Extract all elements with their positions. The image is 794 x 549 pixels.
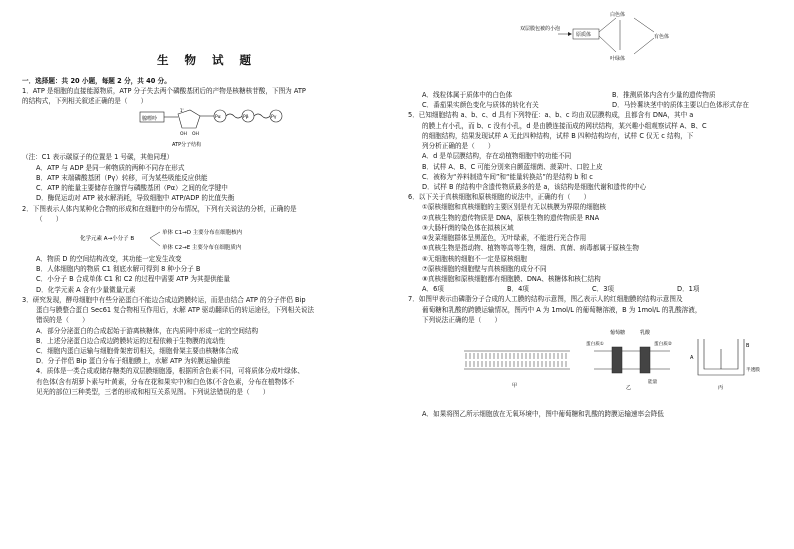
q4-stem-line3: 见光的部位)三种类型，三者的形成和相互关系见图。下列说法错误的是（ ） [36,387,270,396]
q7-option-a: A．如果将图乙所示细胞放在无氧环境中，图中葡萄糖和乳酸的跨膜运输速率会降低 [422,410,664,419]
q6-stem: 6．以下关于真核细胞和原核细胞的说法中，正确的有（ ） [408,193,591,202]
q3-stem-line3: 错误的是（ ） [36,316,89,325]
q1-option-b: B．ATP 末端磷酸基团（Pγ）转移，可为某些吸能反应供能 [36,173,208,182]
q2-fig-element: 化学元素 A→小分子 B [80,236,135,242]
q7-line1: 7．如图甲表示由磷脂分子合成的人工膜的结构示意图，图乙表示人的红细胞膜的结构示意图及 [408,295,683,304]
q3-stem-line2: 蛋白与膜整合蛋白 Sec61 复合物相互作用后，水解 ATP 驱动翻译后的转运途径，下列相关说法 [36,306,315,315]
atp-structure-figure [22,106,392,152]
plastid-relation-figure [408,0,784,90]
q1-stem-line2: 的结构式，下列相关叙述正确的是（ ） [22,97,148,106]
red-cell-membrane-yi [594,347,670,373]
q5-option-a: A．d 是单层膜结构，存在动植物细胞中的功能不同 [422,152,572,161]
p-alpha-label: Pα [215,115,221,121]
q4-stem-line2: 有色体(含有胡萝卜素与叶黄素，分布在花和果实中)和白色体(不含色素，分布在植物体不 [36,377,295,386]
q2-option-a: A．物质 D 的空间结构改变，其功能一定发生改变 [36,255,182,263]
q6-option-c: C．3项 [592,285,614,294]
solution-a-label: A [690,355,694,362]
q1-stem-line1: 1．ATP 是细胞的直接能源物质，ATP 分子失去两个磷酸基团后的产物是核糖核苷酸，下图为 ATP [22,87,306,96]
section-heading: 一．选择题：共 20 小题，每题 2 分，共 40 分。 [22,76,171,85]
white-plastid-label: 白色体 [610,12,626,18]
q5-line4: 列分析正确的是（ ） [422,142,495,151]
atp-structure-svg [22,106,392,152]
lactate-label: 乳酸 [640,330,651,337]
right-column [408,0,784,419]
p-gamma-label: Pγ [271,115,277,121]
page-title: 生 物 试 题 [156,53,257,67]
membrane-transport-figure [408,325,784,409]
q4-option-d: D．马铃薯块茎中的质体主要以白色体形式存在 [612,101,749,110]
q2-stem-line2: （ ） [36,214,63,223]
q6-item-6: ⑥无细胞核的细胞不一定是原核细胞 [422,254,527,263]
q6-item-4: ④发菜细胞群体呈黑蓝色，无叶绿素，不能进行光合作用 [422,234,587,243]
q3-option-a: A．部分分泌蛋白的合成起始于游离核糖体，在内质网中形成一定的空间结构 [36,326,259,335]
glucose-label: 葡萄糖 [610,330,626,337]
adenine-label: 腺嘌呤 [142,116,158,123]
q4-stem-line1: 4．质体是一类合成或储存糖类的双层膜细胞器，根据所含色素不同，可将质体分成叶绿体、 [36,367,304,376]
q2-fig-c2: 单体 C2→E 主要分布在细胞质内 [162,245,242,251]
oh-label-2: OH [192,132,199,138]
q4-option-b: B．推测质体内含有少量的遗传物质 [612,91,716,99]
left-column [22,0,392,397]
chloroplast-label: 叶绿体 [610,56,626,62]
figure-jia-label: 甲 [512,383,518,390]
atp-caption: ATP分子结构 [172,142,202,149]
q4-options-row2 [408,100,784,110]
c1-label: 1' [180,108,184,114]
q5-option-b: B．试样 A、B、C 可能分别来自颤蓝细菌、菠菜叶、口腔上皮 [422,162,603,171]
q4-options-row1 [408,90,784,100]
q6-item-1: ①原核细胞和真核细胞的主要区别是有无以核膜为界限的细胞核 [422,203,606,212]
protein1-label: 蛋白质① [586,342,604,348]
compound-formation-svg [22,224,392,254]
q6-options-row [408,284,784,294]
q2-stem-line1: 2．下图表示人体内某种化合物的形成和在细胞中的分布情况，下列有关说法的分析，正确的是 [22,204,297,213]
p-beta-label: Pβ [243,115,249,121]
oh-label-1: OH [180,132,187,138]
q3-option-b: B．上述分泌蛋白边合成边跨膜转运的过程依赖于生物膜的流动性 [36,336,226,345]
q5-line3: 的细胞结构，结果发现试样 A 无此四种结构，试样 B 四种结构均有，试样 C 仅无 c 结构，下 [422,131,694,140]
q6-item-3: ③大肠杆菌的染色体在拟核区域 [422,223,514,232]
q3-stem-line1: 3．研究发现，酵母细胞中有些分泌蛋白不能边合成边跨膜转运，而是由结合 ATP 的分子伴侣 Bip [22,295,306,304]
proplastid-label: 原质体 [576,32,592,38]
q6-item-2: ②真核生物的遗传物质是 DNA，原核生物的遗传物质是 RNA [422,213,600,222]
q2-option-b: B．人体细胞内的物质 C1 彻底水解可得到 8 种小分子 B [36,265,201,274]
q3-option-d: D．分子伴侣 Bip 蛋白分布于细胞膜上，水解 ATP 为转膜运输供能 [36,357,231,366]
figure-yi-label: 乙 [626,385,632,392]
q7-line3: 下列说法正确的是（ ） [422,315,502,324]
membrane-transport-svg [408,325,784,409]
q2-option-c: C．小分子 B 合成单体 C1 和 C2 的过程中需要 ATP 为其提供能量 [36,275,230,284]
q1-note: （注：C1 表示碳原子的位置是 1 号碳，其他同理） [22,153,174,162]
q5-line2: 的膜上有小孔，而 b、c 没有小孔，d 是由膜连接而成的网状结构，某兴趣小组观察试样 A、B、C [422,121,707,130]
q1-option-c: C．ATP 的能量主要储存在腺苷与磷酸基团（Pα）之间的化学键中 [36,184,228,193]
q4-option-c: C．番茄果实颜色变化与质体的转化有关 [422,101,539,110]
q6-item-5: ⑤真核生物是指动物、植物等高等生物，细菌、真菌、病毒都属于原核生物 [422,244,639,253]
q4-option-a: A．线粒体属于质体中的白色体 [422,91,513,99]
u-tube-bing [698,339,744,375]
plastid-src-label: 双层膜包被的小泡 [520,26,561,32]
q6-item-8: ⑧真核细胞和原核细胞都有细胞膜、DNA、核糖体和核仁结构 [422,274,601,283]
q2-fig-c1: 单体 C1→D 主要分布在细胞核内 [162,230,243,236]
semipermeable-membrane-label: 半透膜 [746,368,760,374]
colored-plastid-label: 有色体 [654,34,670,40]
q6-item-7: ⑦原核细胞的细胞壁与真核细胞的成分不同 [422,264,547,273]
q5-line1: 5．已知细胞结构 a、b、c、d 具有下列特征：a、b、c 均由双层膜构成，且都含有 DNA，其中 a [408,111,694,120]
q5-option-c: C．被称为“养料制造车间”和“能量转换站”的是结构 b 和 c [422,172,593,181]
q6-option-b: B．4项 [507,285,529,294]
q5-option-d: D．试样 B 的结构中含遗传物质最多的是 a，该结构是细胞代谢和遗传的中心 [422,182,647,191]
q6-option-d: D．1项 [677,285,700,294]
q2-option-d: D．化学元素 A 含有少量微量元素 [36,285,136,294]
q7-line2: 葡萄糖和乳酸的跨膜运输情况，图丙中 A 为 1mol/L 的葡萄糖溶液，B 为 1mol/L 的乳酸溶液， [422,305,702,314]
q6-option-a: A．6项 [422,285,444,294]
plastid-relation-svg [408,0,784,90]
q1-option-a: A．ATP 与 ADP 是同一种物质的两种不同存在形式 [36,163,185,172]
energy-label: 能量 [648,380,658,386]
figure-bing-label: 丙 [718,385,724,392]
q1-option-d: D．酶促运动对 ATP 被水解消耗，导致细胞中 ATP/ADP 的比值失衡 [36,194,235,203]
protein2-label: 蛋白质② [654,342,672,348]
q3-option-c: C．细胞内蛋白运输与细胞骨架密切相关，细胞骨架主要由核糖体合成 [36,346,239,355]
artificial-membrane-jia [464,351,570,369]
solution-b-label: B [746,343,750,350]
compound-formation-figure [22,224,392,254]
